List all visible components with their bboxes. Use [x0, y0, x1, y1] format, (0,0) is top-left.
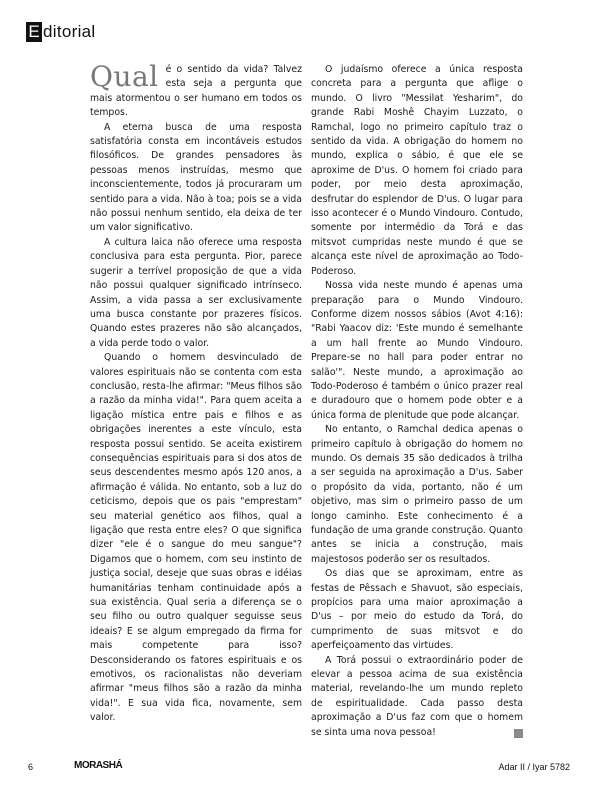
header-title: ditorial	[43, 22, 96, 41]
magazine-logo: MORASHÁ	[74, 760, 123, 771]
header-initial: E	[26, 22, 42, 42]
right-paragraph-4: Os dias que se aproximam, entre as festas de Pêssach e Shavuot, são especiais, propícios para uma maior aproximação a D'us – por meio do estudo da Torá, do cumprimento de suas mitsvot e do aperfeiçoamento das virtudes.	[311, 568, 523, 652]
end-mark-icon	[514, 729, 523, 738]
right-paragraph-3: No entanto, o Ramchal dedica apenas o primeiro capítulo à obrigação do homem no mundo. Os demais 35 são dedicados à trilha a ser seguida na aproximação a D'us. Saber o propósito da vida, portanto, não é um objetivo, mas sim o primeiro passo de um longo caminho. Este conhecimento é a fundação de uma grande construção. Quanto antes se inicia a construção, mais majestosos poderão ser os resultados.	[311, 424, 523, 565]
right-paragraph-1: O judaísmo oferece a única resposta concreta para a pergunta que aflige o mundo. O livro "Messilat Yesharim", do grande Rabi Moshê Chayim Luzzato, o Ramchal, logo no primeiro capítulo traz o sentido da vida. A obrigação do homem no mundo, explica o sábio, é que ele se aproxime de D'us. O homem foi criado para poder, por meio desta aproximação, desfrutar do esplendor de D'us. O lugar para isso acontecer é o Mundo Vindouro. Contudo, somente por intermédio da Torá e das mitsvot cumpridas neste mundo é que se alcança este nível de aproximação ao Todo-Poderoso.	[311, 64, 523, 277]
issue-date: Adar II / Iyar 5782	[498, 762, 570, 772]
drop-cap-word: Qual	[90, 60, 159, 93]
right-paragraph-2: Nossa vida neste mundo é apenas uma preparação para o Mundo Vindouro. Conforme dizem nossos sábios (Avot 4:16): "Rabi Yaacov diz: 'Este mundo é semelhante a um hall frente ao Mundo Vindouro. Prepare-se no hall para poder entrar no salão'". Neste mundo, a aproximação ao Todo-Poderoso é também o único prazer real e duradouro que o homem pode obter e a única forma de plenitude que pode alcançar.	[311, 280, 523, 421]
left-paragraph-4: Quando o homem desvinculado de valores espirituais não se contenta com esta conclusão, resta-lhe afirmar: "Meus filhos são a razão da minha vida!". Para quem aceita a ligação mística entre pais e filhos e as obrigações inerentes a este vínculo, esta resposta possui sentido. Se aceita existirem consequências espirituais para si dos atos de seus descendentes mesmo após 120 anos, a afirmação é válida. No entanto, sob a luz do ceticismo, depois que os pais "emprestam" seu material genético aos filhos, qual a ligação que resta entre eles? O que significa dizer "ele é o sangue do meu sangue"? Digamos que o homem, com seu instinto de justiça social, deseje que suas obras e idéias humanitárias tenham continuidade após a sua existência. Qual seria a diferença se o seu filho ou outro qualquer seguisse seus ideais? E se algum empregado da firma for mais competente para isso? Desconsiderando os fatores espirituais e os emotivos, os racionalistas não deveriam afirmar "meus filhos são a razão da minha vida!". E sua vida fica, novamente, sem valor.	[90, 352, 302, 724]
right-paragraph-5-text: A Torá possui o extraordinário poder de elevar a pessoa acima de sua existência material, revelando-lhe um mundo repleto de espiritualidade. Cada passo desta aproximação a D'us faz com que o homem se sinta uma nova pessoa!	[311, 654, 523, 738]
right-column	[311, 63, 523, 740]
page-number: 6	[28, 762, 34, 772]
right-paragraph-5	[311, 654, 523, 740]
left-paragraph-2: A eterna busca de uma resposta satisfatória consta em incontáveis estudos filosóficos. De grandes pensadores às pessoas menos instruídas, mesmo que inconscientemente, todos já procuraram um sentido para a vida. Não à toa; pois se a vida não possui nenhum sentido, ela deixa de ter um valor significativo.	[90, 121, 302, 234]
left-column	[90, 60, 302, 726]
left-paragraph-1	[90, 60, 302, 121]
left-paragraph-1-text: é o sentido da vida? Talvez esta seja a pergunta que mais atormentou o ser humano em todos os tempos.	[90, 64, 302, 119]
left-paragraph-3: A cultura laica não oferece uma resposta conclusiva para esta pergunta. Pior, parece sugerir a terrível proposição de que a vida não possui qualquer significado intrínseco. Assim, a vida passa a ser exclusivamente uma busca constante por prazeres físicos. Quando estes prazeres não são alcançados, a vida perde todo o valor.	[90, 236, 302, 349]
